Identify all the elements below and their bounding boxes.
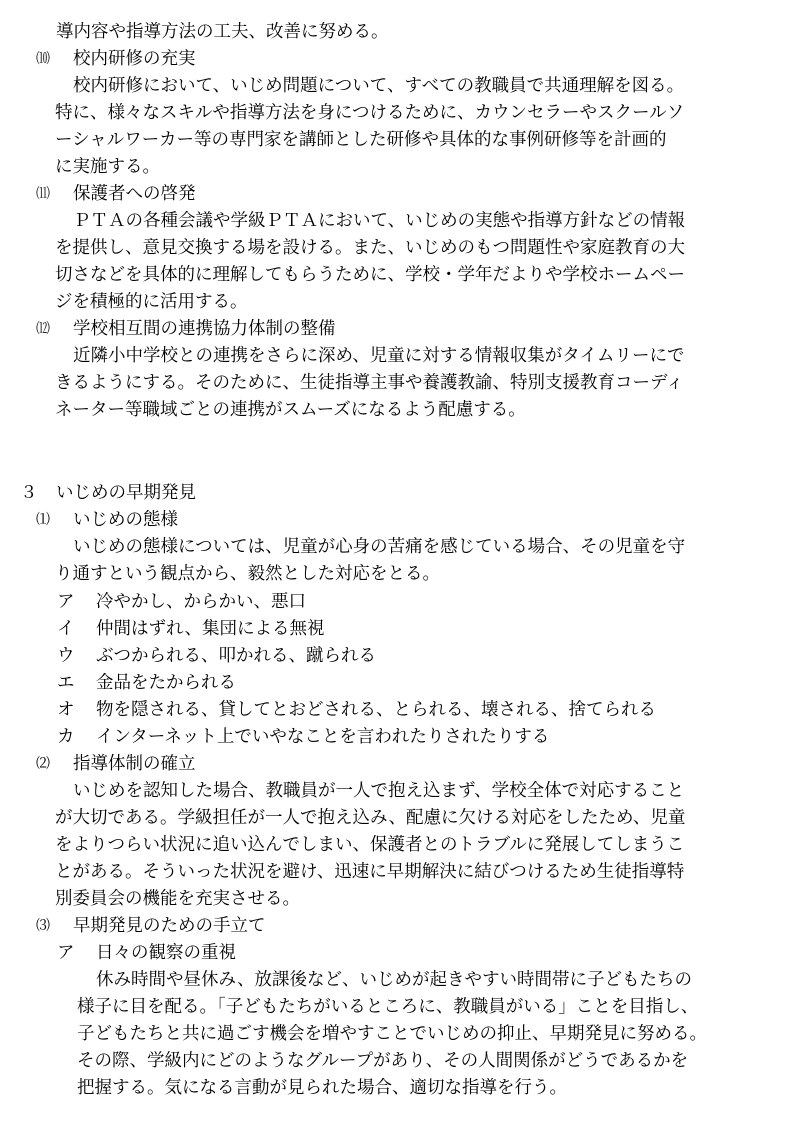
item-12-line: 近隣小中学校との連携をさらに深め、児童に対する情報収集がタイムリーにで (73, 346, 685, 366)
list-item-mark: オ (57, 700, 75, 720)
sub-1-line: り通すという観点から、毅然とした対応をとる。 (55, 564, 440, 584)
continuation-line: 導内容や指導方法の工夫、改善に努める。 (56, 22, 389, 42)
item-12-heading: 学校相互間の連携協力体制の整備 (73, 319, 336, 339)
item-11-line: ジを積極的に活用する。 (55, 292, 248, 312)
sub-1-heading: いじめの態様 (73, 510, 178, 530)
item-10-line: 特に、様々なスキルや指導方法を身につけるために、カウンセラーやスクールソ (55, 103, 685, 123)
list-item-mark: イ (57, 619, 75, 639)
item-11-line: ＰＴＡの各種会議や学級ＰＴＡにおいて、いじめの実態や指導方針などの情報 (73, 211, 686, 231)
sub-3-number: ⑶ (36, 918, 50, 934)
item-11-heading: 保護者への啓発 (73, 184, 196, 204)
list-item-text: 金品をたかられる (96, 673, 236, 693)
sub-3-heading: 早期発見のための手立て (73, 916, 266, 936)
list-item-mark: ウ (57, 646, 75, 666)
sub-2-number: ⑵ (36, 756, 50, 772)
sub-2-line: 別委員会の機能を充実させる。 (55, 889, 300, 909)
section-3-number: ３ (20, 483, 38, 503)
list-item-text: 物を隠される、貸してとおどされる、とられる、壊される、捨てられる (96, 700, 656, 720)
sub-3-item-a-line: 休み時間や昼休み、放課後など、いじめが起きやすい時間帯に子どもたちの (96, 970, 693, 990)
sub-2-line: いじめを認知した場合、教職員が一人で抱え込まず、学校全体で対応すること (73, 781, 685, 801)
item-10-line: ーシャルワーカー等の専門家を講師とした研修や具体的な事例研修等を計画的 (55, 130, 667, 150)
sub-2-line: とがある。そういった状況を避け、迅速に早期解決に結びつけるため生徒指導特 (55, 862, 685, 882)
sub-3-item-a-mark: ア (57, 943, 75, 963)
list-item-mark: カ (57, 727, 75, 747)
list-item-text: 仲間はずれ、集団による無視 (96, 619, 325, 639)
item-10-line: に実施する。 (55, 157, 160, 177)
item-12-line: きるようにする。そのために、生徒指導主事や養護教諭、特別支援教育コーディ (55, 373, 684, 393)
list-item-mark: ア (57, 592, 75, 612)
list-item-mark: エ (57, 673, 75, 693)
list-item-text: インターネット上でいやなことを言われたりされたりする (96, 727, 550, 747)
section-3-title: いじめの早期発見 (56, 483, 196, 503)
item-10-line: 校内研修において、いじめ問題について、すべての教職員で共通理解を図る。 (73, 76, 685, 96)
sub-2-line: が大切である。学級担任が一人で抱え込み、配慮に欠ける対応をしたため、児童 (55, 808, 686, 828)
sub-3-item-a-line: 子どもたちと共に過ごす機会を増やすことでいじめの抑止、早期発見に努める。 (77, 1024, 707, 1044)
item-11-line: 切さなどを具体的に理解してもらうために、学校・学年だよりや学校ホームペー (55, 265, 685, 285)
item-12-number: ⑿ (36, 321, 50, 337)
sub-1-line: いじめの態様については、児童が心身の苦痛を感じている場合、その児童を守 (73, 537, 686, 557)
list-item-text: 冷やかし、からかい、悪口 (96, 592, 306, 612)
list-item-text: ぶつかられる、叩かれる、蹴られる (96, 646, 376, 666)
sub-2-heading: 指導体制の確立 (73, 754, 196, 774)
sub-2-line: をよりつらい状況に追い込んでしまい、保護者とのトラブルに発展してしまうこ (55, 835, 685, 855)
item-11-number: ⑾ (36, 186, 50, 202)
item-11-line: を提供し、意見交換する場を設ける。また、いじめのもつ問題性や家庭教育の大 (55, 238, 685, 258)
item-10-heading: 校内研修の充実 (73, 49, 196, 69)
sub-3-item-a-line: 把握する。気になる言動が見られた場合、適切な指導を行う。 (77, 1078, 567, 1098)
item-10-number: ⑽ (36, 51, 50, 67)
sub-3-item-a-heading: 日々の観察の重視 (96, 943, 236, 963)
sub-3-item-a-line: 様子に目を配る。「子どもたちがいるところに、教職員がいる」ことを目指し、 (77, 997, 699, 1017)
sub-1-number: ⑴ (36, 512, 50, 528)
sub-3-item-a-line: その際、学級内にどのようなグループがあり、その人間関係がどうであるかを (77, 1051, 689, 1071)
item-12-line: ネーター等職域ごとの連携がスムーズになるよう配慮する。 (55, 400, 526, 420)
